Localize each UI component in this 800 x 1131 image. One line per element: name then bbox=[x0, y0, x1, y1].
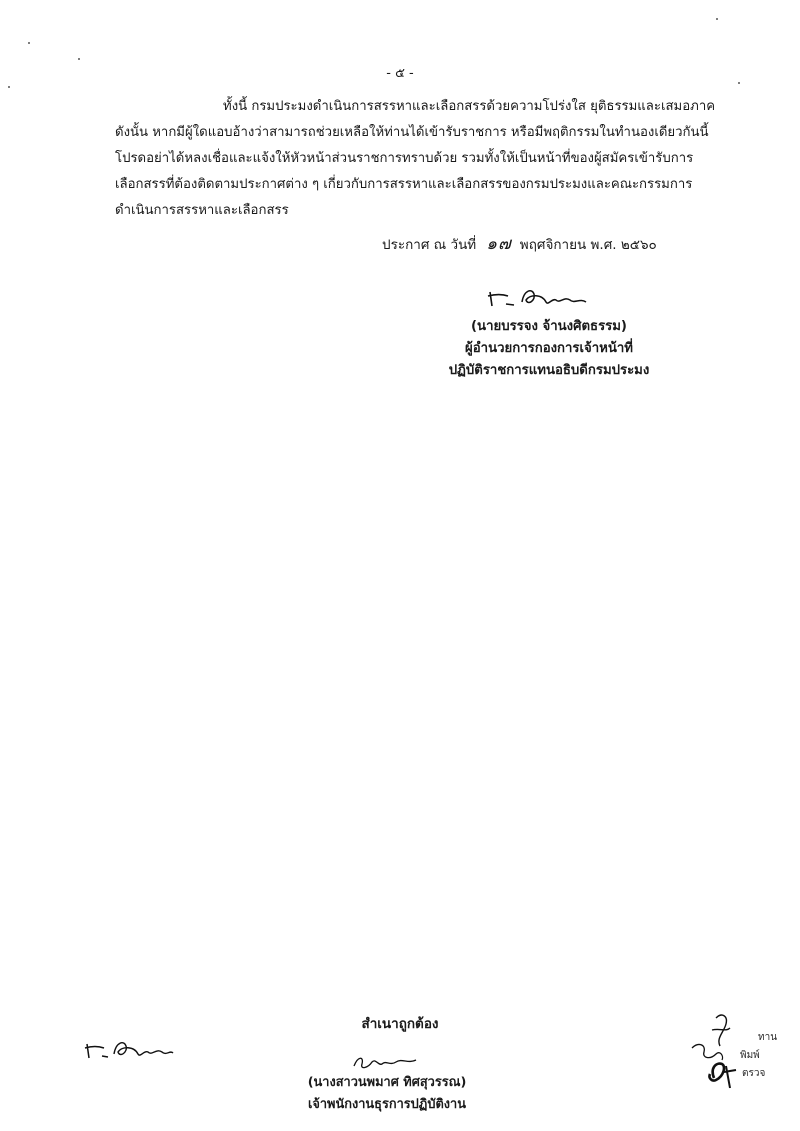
certified-copy-label: สำเนาถูกต้อง bbox=[361, 1016, 439, 1032]
scan-speck bbox=[28, 42, 30, 44]
director-signature bbox=[486, 284, 596, 314]
signer-position: ผู้อำนวยการกองการเจ้าหน้าที่ bbox=[465, 341, 633, 356]
announcement-body bbox=[115, 94, 727, 224]
clerk-position: เจ้าพนักงานธุรการปฏิบัติงาน bbox=[308, 1097, 466, 1112]
stamp-typed-label: พิมพ์ bbox=[740, 1050, 760, 1061]
scan-speck bbox=[738, 82, 740, 84]
review-initials-scribble bbox=[686, 1008, 786, 1098]
page-number: - ๕ - bbox=[386, 66, 414, 81]
date-month-year: พฤศจิกายน พ.ศ. ๒๕๖๐ bbox=[519, 237, 657, 253]
scan-speck bbox=[716, 18, 718, 20]
clerk-block bbox=[292, 1072, 482, 1116]
body-line: โปรดอย่าได้หลงเชื่อและแจ้งให้หัวหน้าส่วนราชการทราบด้วย รวมทั้งให้เป็นหน้าที่ของผู้สมัครเข้ารับการ bbox=[115, 151, 694, 166]
announcement-date bbox=[382, 230, 657, 257]
body-line: ดำเนินการสรรหาและเลือกสรร bbox=[115, 203, 289, 218]
left-initial-signature bbox=[84, 1038, 174, 1064]
date-prefix: ประกาศ ณ วันที่ bbox=[382, 237, 477, 253]
stamp-reviewed-label: ทาน bbox=[758, 1032, 778, 1043]
scan-speck bbox=[78, 58, 80, 60]
scan-speck bbox=[8, 86, 10, 88]
body-line: ดังนั้น หากมีผู้ใดแอบอ้างว่าสามารถช่วยเหลือให้ท่านได้เข้ารับราชการ หรือมีพฤติกรรมในทำนองเดียวกันนี้ bbox=[115, 125, 709, 140]
signer-acting-position: ปฏิบัติราชการแทนอธิบดีกรมประมง bbox=[448, 363, 650, 378]
date-day: ๑๗ bbox=[486, 234, 512, 254]
body-line: เลือกสรรที่ต้องติดตามประกาศต่าง ๆ เกี่ยวกับการสรรหาและเลือกสรรของกรมประมงและคณะกรรมการ bbox=[115, 177, 693, 192]
signer-name: (นายบรรจง จ้านงศิตธรรม) bbox=[471, 319, 627, 334]
body-line: ทั้งนี้ กรมประมงดำเนินการสรรหาและเลือกสรรด้วยความโปร่งใส ยุติธรรมและเสมอภาค bbox=[223, 99, 716, 114]
signer-block bbox=[414, 316, 684, 382]
stamp-checked-label: ตรวจ bbox=[742, 1068, 766, 1079]
clerk-signature bbox=[350, 1052, 420, 1074]
clerk-name: (นางสาวนพมาศ ทิศสุวรรณ) bbox=[307, 1075, 467, 1090]
